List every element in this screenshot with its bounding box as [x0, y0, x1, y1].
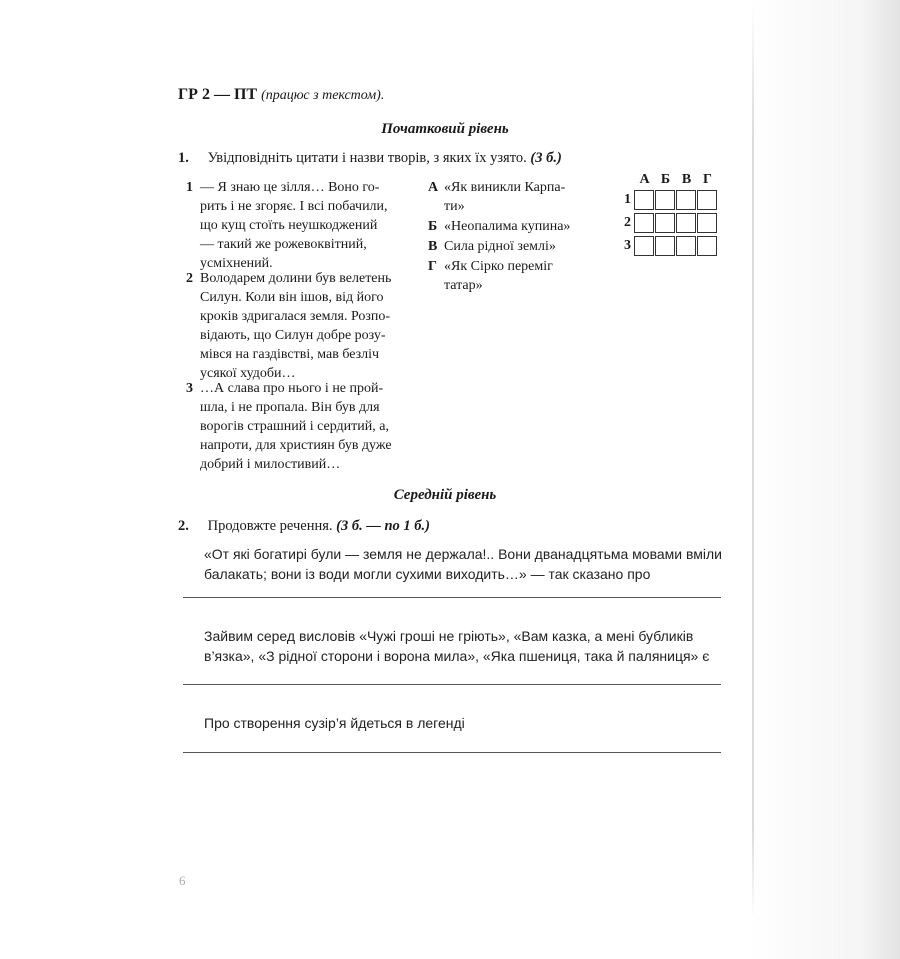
- work-line: ти»: [444, 199, 465, 214]
- answer-cell[interactable]: [676, 213, 696, 233]
- work-line: «Як виникли Карпа-: [444, 180, 566, 195]
- quote-line: ворогів страшний і сердитий, а,: [200, 419, 389, 434]
- work-letter: А: [428, 180, 439, 195]
- quote-line: мівся на газдівстві, мав безліч: [200, 347, 380, 362]
- answer-grid-row-3: [617, 234, 718, 257]
- level-title-middle: Середній рівень: [393, 487, 497, 503]
- answer-cell[interactable]: [697, 190, 717, 210]
- answer-line-1[interactable]: [183, 597, 721, 598]
- quote-line: кроків здригалася земля. Розпо-: [200, 309, 391, 324]
- quote-line: добрий і милостивий…: [200, 457, 341, 472]
- grid-column-label: А: [639, 172, 650, 187]
- quote-number: 2: [186, 271, 193, 286]
- answer-cell[interactable]: [676, 236, 696, 256]
- sentence-line: Зайвим серед висловів «Чужі гроші не гріють», «Вам казка, а мені бубликів: [204, 628, 694, 644]
- quote-line: усміхнений.: [200, 256, 273, 271]
- answer-cell[interactable]: [634, 236, 654, 256]
- answer-cell[interactable]: [634, 190, 654, 210]
- answer-line-2[interactable]: [183, 684, 721, 685]
- work-option-b: [428, 217, 593, 236]
- quote-line: шла, і не пропала. Він був для: [200, 400, 380, 415]
- works-list: [428, 178, 593, 296]
- quote-3: [186, 379, 440, 474]
- work-option-a: [428, 178, 593, 216]
- quote-line: Силун. Коли він ішов, від його: [200, 290, 384, 305]
- page-edge-shadow: [750, 0, 900, 959]
- answer-grid: [617, 172, 718, 257]
- grid-column-label: В: [681, 172, 692, 187]
- work-line: татар»: [444, 278, 483, 293]
- answer-cell[interactable]: [697, 213, 717, 233]
- answer-line-3[interactable]: [183, 752, 721, 753]
- work-letter: В: [428, 239, 438, 254]
- grid-column-label: Б: [660, 172, 671, 187]
- task-2-text: Продовжте речення.: [207, 518, 333, 534]
- work-option-v: [428, 237, 593, 256]
- sentence-line: в’язка», «З рідної сторони і ворона мила», «Яка пшениця, така й паляниця» є: [204, 648, 710, 664]
- sentence-1: [204, 544, 724, 584]
- answer-cell[interactable]: [655, 236, 675, 256]
- quote-line: — такий же рожевоквітний,: [200, 237, 367, 252]
- quote-number: 1: [186, 180, 193, 195]
- work-line: Сила рідної землі»: [444, 239, 556, 254]
- quote-line: усякої худоби…: [200, 366, 296, 381]
- sentence-line: «От які богатирі були — земля не держала!.. Вони дванадцятьма мовами вміли: [204, 546, 722, 562]
- quote-line: рить і не згоряє. І всі побачили,: [200, 199, 388, 214]
- task-1-text: Увідповідніть цитати і назви творів, з яких їх узято.: [207, 150, 527, 166]
- section-code: ГР 2 — ПТ: [178, 86, 258, 103]
- answer-cell[interactable]: [676, 190, 696, 210]
- quote-line: відають, що Силун добре розу-: [200, 328, 386, 343]
- quote-line: …А слава про нього і не прой-: [200, 381, 384, 396]
- answer-grid-row-2: [617, 211, 718, 234]
- grid-column-label: Г: [703, 172, 712, 187]
- answer-cell[interactable]: [655, 213, 675, 233]
- task-1-points: (3 б.): [530, 150, 562, 166]
- level-title-initial: Початковий рівень: [381, 121, 509, 137]
- task-1-prompt: [178, 150, 562, 167]
- sentence-2: [204, 626, 724, 666]
- task-2-number: 2.: [178, 518, 189, 534]
- page-fold-line: [752, 0, 754, 920]
- work-letter: Б: [428, 219, 438, 234]
- sentence-3: [204, 713, 724, 733]
- task-2-points: (3 б. — по 1 б.): [336, 518, 430, 534]
- section-subtitle: (працюс з текстом).: [261, 88, 385, 103]
- work-letter: Г: [428, 259, 437, 274]
- quote-number: 3: [186, 381, 193, 396]
- quote-line: Володарем долини був велетень: [200, 271, 392, 286]
- page-number: 6: [179, 873, 186, 888]
- quote-line: що кущ стоїть неушкоджений: [200, 218, 378, 233]
- task-1-number: 1.: [178, 150, 189, 166]
- work-line: «Як Сірко переміг: [444, 259, 553, 274]
- sentence-line: Про створення сузір’я йдеться в легенді: [204, 715, 465, 731]
- answer-cell[interactable]: [655, 190, 675, 210]
- quote-2: [186, 269, 440, 383]
- quote-1: [186, 178, 440, 273]
- sentence-line: балакать; вони із води могли сухими виходить…» — так сказано про: [204, 566, 651, 582]
- answer-cell[interactable]: [634, 213, 654, 233]
- grid-row-label: 3: [624, 237, 631, 253]
- answer-grid-header: [634, 172, 718, 188]
- grid-row-label: 1: [624, 191, 631, 207]
- answer-cell[interactable]: [697, 236, 717, 256]
- quote-line: напроти, для християн був дуже: [200, 438, 392, 453]
- work-option-h: [428, 257, 593, 295]
- section-header: [178, 86, 384, 104]
- grid-row-label: 2: [624, 214, 631, 230]
- work-line: «Неопалима купина»: [444, 219, 571, 234]
- task-2-prompt: [178, 518, 430, 535]
- quote-line: — Я знаю це зілля… Воно го-: [200, 180, 380, 195]
- answer-grid-row-1: [617, 188, 718, 211]
